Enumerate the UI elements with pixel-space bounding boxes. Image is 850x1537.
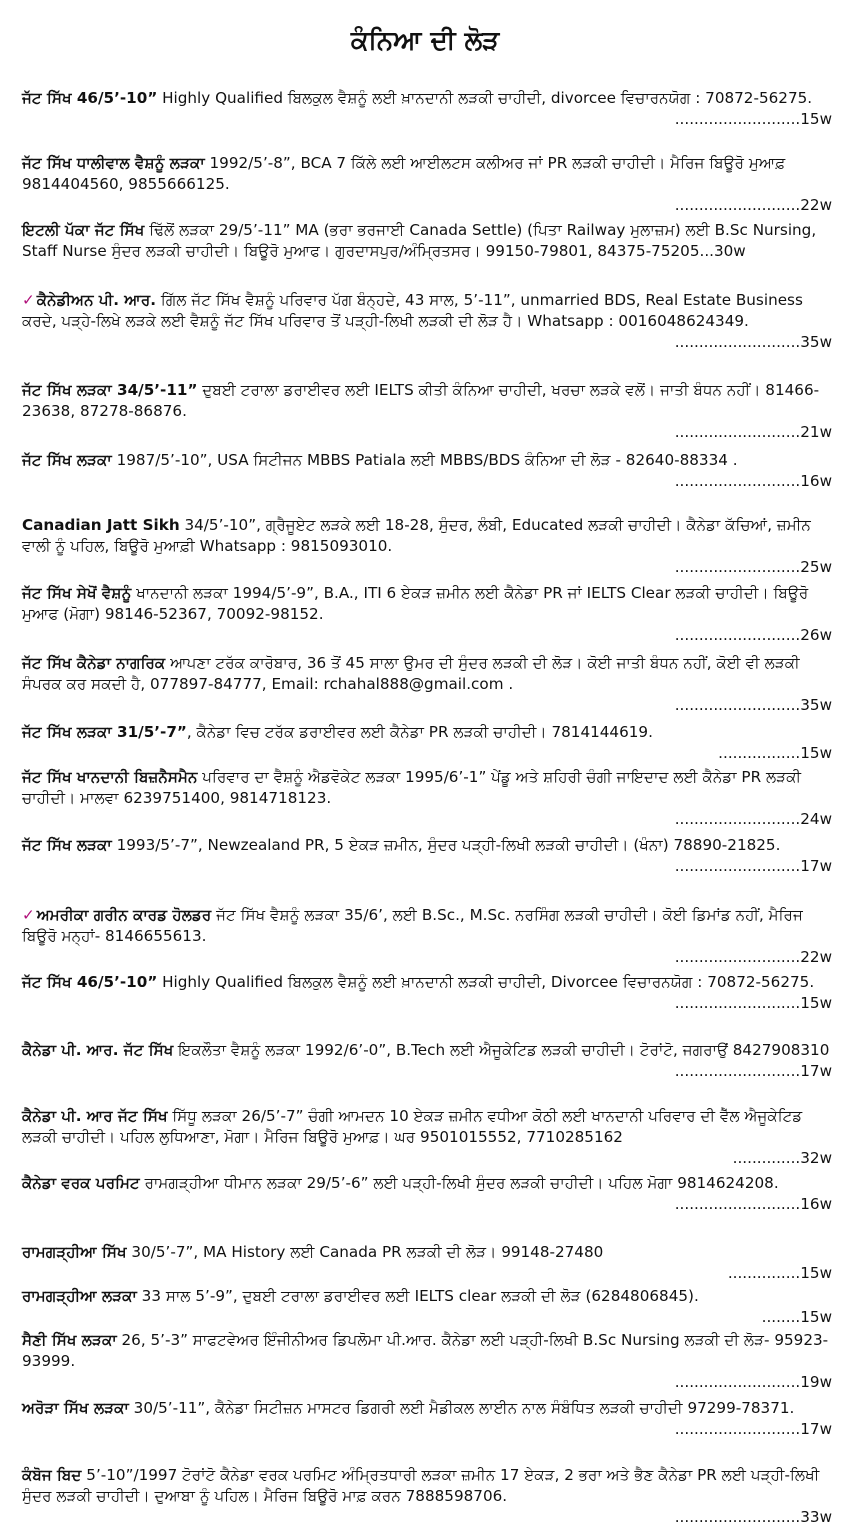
ad-lead: ਜੱਟ ਸਿੱਖ ਧਾਲੀਵਾਲ ਵੈਸ਼ਨੂੰ ਲੜਕਾ [22, 154, 205, 172]
page-title: ਕੰਨਿਆ ਦੀ ਲੋੜ [350, 26, 500, 56]
ad-body: ਦੁਬਈ ਟਰਾਲਾ ਡਰਾਈਵਰ ਲਈ IELTS ਕੀਤੀ ਕੰਨਿਆ ਚਾਹੀਦੀ, ਖਰਚਾ ਲੜਕੇ ਵਲੋਂ। ਜਾਤੀ ਬੰਧਨ ਨਹੀਂ। 81466-23638, 87278-86876. [22, 381, 820, 420]
ad-entry [22, 972, 832, 1014]
ad-lead: ਜੱਟ ਸਿੱਖ ਲੜਕਾ 31/5’-7” [22, 723, 187, 741]
ad-code: ..........................15w [674, 110, 832, 128]
ad-code: ..............32w [732, 1149, 832, 1167]
ad-lead: ਇਟਲੀ ਪੱਕਾ ਜੱਟ ਸਿੱਖ [22, 221, 145, 239]
ad-lead: ਰਾਮਗੜ੍ਹੀਆ ਲੜਕਾ [22, 1287, 137, 1305]
checkmark-icon: ✓ [22, 291, 35, 309]
ad-body: 30/5’-7”, MA History ਲਈ Canada PR ਲੜਕੀ ਦੀ ਲੋੜ। 99148-27480 [126, 1243, 604, 1261]
ad-lead: ਜੱਟ ਸਿੱਖ 46/5’-10” [22, 973, 158, 991]
ad-entry [22, 290, 832, 353]
ad-entry [22, 1242, 832, 1284]
ad-lead: ਜੱਟ ਸਿੱਖ ਲੜਕਾ [22, 836, 112, 854]
ad-code: ..........................16w [674, 472, 832, 490]
ad-lead: Canadian Jatt Sikh [22, 516, 180, 534]
ad-entry [22, 583, 832, 646]
ad-entry [22, 1398, 832, 1440]
ad-code: ........15w [761, 1308, 832, 1326]
ad-body: ਖਾਨਦਾਨੀ ਲੜਕਾ 1994/5’-9”, B.A., ITI 6 ਏਕੜ ਜ਼ਮੀਨ ਲਈ ਕੈਨੇਡਾ PR ਜਾਂ IELTS Clear ਲੜਕੀ ਚਾਹੀਦੀ। ਬਿਊਰੋ ਮੁਆਫ (ਮੋਗਾ) 98146-52367, 70092-98152. [22, 584, 809, 623]
ad-body: ਗਿੱਲ ਜੱਟ ਸਿੱਖ ਵੈਸ਼ਨੂੰ ਪਰਿਵਾਰ ਪੱਗ ਬੰਨ੍ਹਦੇ, 43 ਸਾਲ, 5’-11”, unmarried BDS, Real Estate Business ਕਰਦੇ, ਪੜ੍ਹੇ-ਲਿਖੇ ਲੜਕੇ ਲਈ ਵੈਸ਼ਨੂੰ ਜੱਟ ਸਿੱਖ ਪਰਿਵਾਰ ਤੋਂ ਪੜ੍ਹੀ-ਲਿਖੀ ਲੜਕੀ ਦੀ ਲੋੜ ਹੈ। Whatsapp : 0016048624349. [22, 291, 803, 330]
ad-code: ..........................22w [674, 196, 832, 214]
ad-lead: ਕੈਨੇਡਾ ਪੀ. ਆਰ. ਜੱਟ ਸਿੱਖ [22, 1041, 174, 1059]
ad-entry [22, 653, 832, 716]
ad-code: ..........................33w [674, 1508, 832, 1526]
ad-code: ..........................21w [674, 423, 832, 441]
ad-lead: ਅਮਰੀਕਾ ਗਰੀਨ ਕਾਰਡ ਹੋਲਡਰ [36, 906, 212, 924]
ad-code: ..........................16w [674, 1195, 832, 1213]
ad-entry [22, 1330, 832, 1393]
ad-code: ..........................19w [674, 1373, 832, 1391]
ad-entry [22, 1286, 832, 1328]
ad-code: ..........................17w [674, 1062, 832, 1080]
ad-entry [22, 767, 832, 830]
ad-body: Highly Qualified ਬਿਲਕੁਲ ਵੈਸ਼ਨੂੰ ਲਈ ਖ਼ਾਨਦਾਨੀ ਲੜਕੀ ਚਾਹੀਦੀ, Divorcee ਵਿਚਾਰਨਯੋਗ : 70872-56275. [157, 973, 815, 991]
ad-entry [22, 450, 832, 492]
ad-entry [22, 1106, 832, 1169]
ad-code: ..30w [704, 242, 746, 260]
ad-lead: ਜੱਟ ਸਿੱਖ ਕੈਨੇਡਾ ਨਾਗਰਿਕ [22, 654, 166, 672]
ad-code: .................15w [718, 744, 832, 762]
ad-entry [22, 220, 832, 262]
ad-lead: ਸੈਣੀ ਸਿੱਖ ਲੜਕਾ [22, 1331, 117, 1349]
ad-entry [22, 905, 832, 968]
ad-body: 26, 5’-3” ਸਾਫਟਵੇਅਰ ਇੰਜੀਨੀਅਰ ਡਿਪਲੋਮਾ ਪੀ.ਆਰ. ਕੈਨੇਡਾ ਲਈ ਪੜ੍ਹੀ-ਲਿਖੀ B.Sc Nursing ਲੜਕੀ ਦੀ ਲੋੜ- 95923-93999. [22, 1331, 829, 1370]
ad-body: 1992/5’-8”, BCA 7 ਕਿੱਲੇ ਲਈ ਆਈਲਟਸ ਕਲੀਅਰ ਜਾਂ PR ਲੜਕੀ ਚਾਹੀਦੀ। ਮੈਰਿਜ ਬਿਊਰੋ ਮੁਆਫ਼ 9814404560, 9855666125. [22, 154, 786, 193]
ad-lead: ਜੱਟ ਸਿੱਖ 46/5’-10” [22, 89, 158, 107]
ad-lead: ਰਾਮਗੜ੍ਹੀਆ ਸਿੱਖ [22, 1243, 127, 1261]
ad-entry [22, 835, 832, 877]
ad-lead: ਕੰਬੋਜ ਬਿਦ [22, 1466, 82, 1484]
ad-body: 33 ਸਾਲ 5’-9”, ਦੁਬਈ ਟਰਾਲਾ ਡਰਾਈਵਰ ਲਈ IELTS clear ਲੜਕੀ ਦੀ ਲੋੜ (6284806845). [136, 1287, 699, 1305]
ad-code: ..........................24w [674, 810, 832, 828]
ad-body: 1993/5’-7”, Newzealand PR, 5 ਏਕੜ ਜ਼ਮੀਨ, ਸੁੰਦਰ ਪੜ੍ਹੀ-ਲਿਖੀ ਲੜਕੀ ਚਾਹੀਦੀ। (ਖੰਨਾ) 78890-21825. [111, 836, 781, 854]
ad-code: ...............15w [727, 1264, 832, 1282]
ad-body: ਰਾਮਗੜ੍ਹੀਆ ਧੀਮਾਨ ਲੜਕਾ 29/5’-6” ਲਈ ਪੜ੍ਹੀ-ਲਿਖੀ ਸੁੰਦਰ ਲੜਕੀ ਚਾਹੀਦੀ। ਪਹਿਲ ਮੋਗਾ 9814624208. [139, 1174, 779, 1192]
ad-code: ..........................25w [674, 558, 832, 576]
ad-body: ਜੱਟ ਸਿੱਖ ਵੈਸ਼ਨੂੰ ਲੜਕਾ 35/6’, ਲਈ B.Sc., M.Sc. ਨਰਸਿੰਗ ਲੜਕੀ ਚਾਹੀਦੀ। ਕੋਈ ਡਿਮਾਂਡ ਨਹੀਂ, ਮੈਰਿਜ ਬਿਊਰੋ ਮਨ੍ਹਾਂ- 8146655613. [22, 906, 803, 945]
ad-body: Highly Qualified ਬਿਲਕੁਲ ਵੈਸ਼ਨੂੰ ਲਈ ਖ਼ਾਨਦਾਨੀ ਲੜਕੀ ਚਾਹੀਦੀ, divorcee ਵਿਚਾਰਨਯੋਗ : 70872-56275. [157, 89, 813, 107]
ad-body: ਪਰਿਵਾਰ ਦਾ ਵੈਸ਼ਨੂੰ ਐਡਵੋਕੇਟ ਲੜਕਾ 1995/6’-1” ਪੇਂਡੂ ਅਤੇ ਸ਼ਹਿਰੀ ਚੰਗੀ ਜਾਇਦਾਦ ਲਈ ਕੈਨੇਡਾ PR ਲੜਕੀ ਚਾਹੀਦੀ। ਮਾਲਵਾ 6239751400, 9814718123. [22, 768, 802, 807]
ad-body: 34/5’-10”, ਗ੍ਰੈਜੂਏਟ ਲੜਕੇ ਲਈ 18-28, ਸੁੰਦਰ, ਲੰਬੀ, Educated ਲੜਕੀ ਚਾਹੀਦੀ। ਕੈਨੇਡਾ ਕੱਚਿਆਂ, ਜ਼ਮੀਨ ਵਾਲੀ ਨੂੰ ਪਹਿਲ, ਬਿਊਰੋ ਮੁਆਫ਼ੀ Whatsapp : 9815093010. [22, 516, 811, 555]
ad-code: ..........................17w [674, 857, 832, 875]
ad-code: ..........................35w [674, 333, 832, 351]
ad-code: ..........................15w [674, 994, 832, 1012]
ad-body: ਇਕਲੌਤਾ ਵੈਸ਼ਨੂੰ ਲੜਕਾ 1992/6’-0”, B.Tech ਲਈ ਐਜੂਕੇਟਿਡ ਲੜਕੀ ਚਾਹੀਦੀ। ਟੋਰਾਂਟੋ, ਜਗਰਾਉਂ 8427908310 [173, 1041, 830, 1059]
ad-entry [22, 1173, 832, 1215]
ad-code: ..........................22w [674, 948, 832, 966]
ad-entry [22, 515, 832, 578]
ad-entry [22, 1040, 832, 1082]
ad-code: ..........................17w [674, 1420, 832, 1438]
ad-code: ..........................35w [674, 696, 832, 714]
ad-lead: ਅਰੋੜਾ ਸਿੱਖ ਲੜਕਾ [22, 1399, 129, 1417]
ad-body: 30/5’-11”, ਕੈਨੇਡਾ ਸਿਟੀਜ਼ਨ ਮਾਸਟਰ ਡਿਗਰੀ ਲਈ ਮੈਡੀਕਲ ਲਾਈਨ ਨਾਲ ਸੰਬੰਧਿਤ ਲੜਕੀ ਚਾਹੀਦੀ 97299-78371. [128, 1399, 795, 1417]
ad-entry [22, 88, 832, 130]
ad-lead: ਕੈਨੇਡਾ ਪੀ. ਆਰ ਜੱਟ ਸਿੱਖ [22, 1107, 168, 1125]
ad-body: 1987/5’-10”, USA ਸਿਟੀਜਨ MBBS Patiala ਲਈ MBBS/BDS ਕੰਨਿਆ ਦੀ ਲੋੜ - 82640-88334 . [111, 451, 738, 469]
ad-lead: ਜੱਟ ਸਿੱਖ ਲੜਕਾ [22, 451, 112, 469]
ad-entry [22, 153, 832, 216]
ad-lead: ਜੱਟ ਸਿੱਖ ਸੇਖੋਂ ਵੈਸ਼ਨੂੰ [22, 584, 132, 602]
ad-entry [22, 380, 832, 443]
ad-lead: ਜੱਟ ਸਿੱਖ ਲੜਕਾ 34/5’-11” [22, 381, 198, 399]
ad-entry [22, 1465, 832, 1528]
ad-body: 5’-10”/1997 ਟੋਰਾਂਟੋ ਕੈਨੇਡਾ ਵਰਕ ਪਰਮਿਟ ਅੰਮ੍ਰਿਤਧਾਰੀ ਲੜਕਾ ਜ਼ਮੀਨ 17 ਏਕੜ, 2 ਭਰਾ ਅਤੇ ਭੈਣ ਕੈਨੇਡਾ PR ਲਈ ਪੜ੍ਹੀ-ਲਿਖੀ ਸੁੰਦਰ ਲੜਕੀ ਚਾਹੀਦੀ। ਦੁਆਬਾ ਨੂੰ ਪਹਿਲ। ਮੈਰਿਜ ਬਿਊਰੋ ਮਾਫ਼ ਕਰਨ 7888598706. [22, 1466, 820, 1505]
ad-entry [22, 722, 832, 764]
ad-lead: ਜੱਟ ਸਿੱਖ ਖਾਨਦਾਨੀ ਬਿਜ਼ਨੈਸਮੈਨ [22, 768, 198, 786]
checkmark-icon: ✓ [22, 906, 35, 924]
ad-body: ਢਿੱਲੋਂ ਲੜਕਾ 29/5’-11” MA (ਭਰਾ ਭਰਜਾਈ Canada Settle) (ਪਿਤਾ Railway ਮੁਲਾਜ਼ਮ) ਲਈ B.Sc Nursing, Staff Nurse ਸੁੰਦਰ ਲੜਕੀ ਚਾਹੀਦੀ। ਬਿਊਰੋ ਮੁਆਫ। ਗੁਰਦਾਸਪੁਰ/ਅੰਮ੍ਰਿਤਸਰ। 99150-79801, 84375-75205. [22, 221, 817, 260]
ad-body: , ਕੈਨੇਡਾ ਵਿਚ ਟਰੱਕ ਡਰਾਈਵਰ ਲਈ ਕੈਨੇਡਾ PR ਲੜਕੀ ਚਾਹੀਦੀ। 7814144619. [186, 723, 653, 741]
ad-lead: ਕੈਨੇਡੀਅਨ ਪੀ. ਆਰ. [36, 291, 157, 309]
ad-body: ਆਪਣਾ ਟਰੱਕ ਕਾਰੋਬਾਰ, 36 ਤੋਂ 45 ਸਾਲਾ ਉਮਰ ਦੀ ਸੁੰਦਰ ਲੜਕੀ ਦੀ ਲੋੜ। ਕੋਈ ਜਾਤੀ ਬੰਧਨ ਨਹੀਂ, ਕੋਈ ਵੀ ਲੜਕੀ ਸੰਪਰਕ ਕਰ ਸਕਦੀ ਹੈ, 077897-84777, Email: rchahal888@gmail.com . [22, 654, 800, 693]
ad-code: ..........................26w [674, 626, 832, 644]
ad-lead: ਕੈਨੇਡਾ ਵਰਕ ਪਰਮਿਟ [22, 1174, 140, 1192]
ad-body: ਸਿੱਧੂ ਲੜਕਾ 26/5’-7” ਚੰਗੀ ਆਮਦਨ 10 ਏਕੜ ਜ਼ਮੀਨ ਵਧੀਆ ਕੋਠੀ ਲਈ ਖਾਨਦਾਨੀ ਪਰਿਵਾਰ ਦੀ ਵੈੱਲ ਐਜੂਕੇਟਿਡ ਲੜਕੀ ਚਾਹੀਦੀ। ਪਹਿਲ ਲੁਧਿਆਣਾ, ਮੋਗਾ। ਮੈਰਿਜ ਬਿਊਰੋ ਮੁਆਫ਼। ਘਰ 9501015552, 7710285162 [22, 1107, 803, 1146]
